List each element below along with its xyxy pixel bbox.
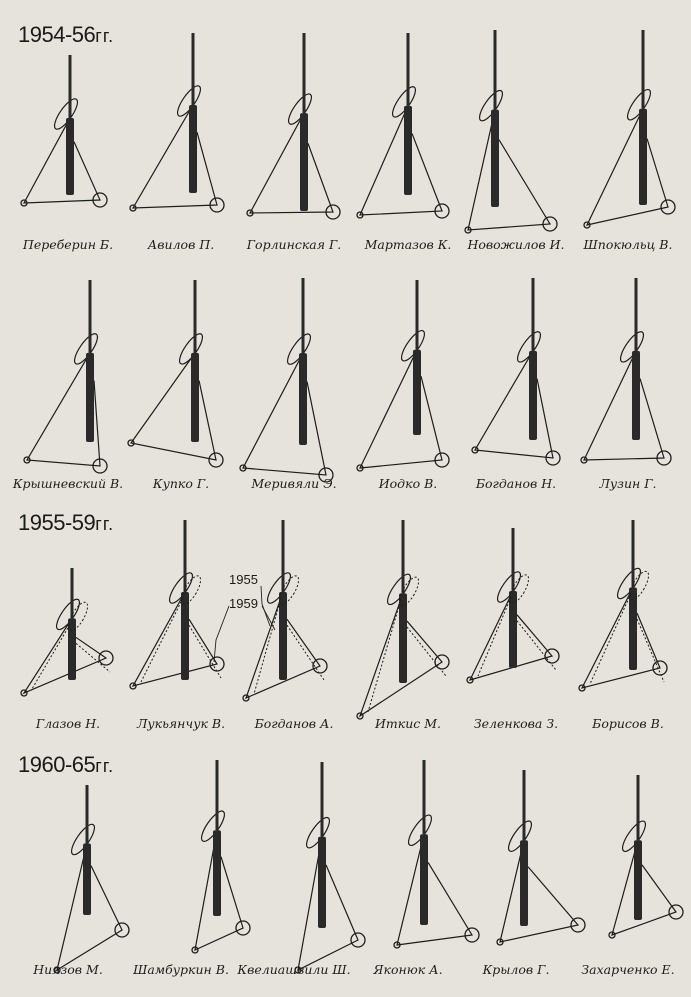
athlete-figure [12, 25, 124, 265]
athlete-name: Шпокюльц В. [583, 237, 673, 252]
rifle-stock [639, 109, 647, 205]
athlete-name: Ниязов М. [33, 962, 103, 977]
rifle-stance-diagram [460, 25, 572, 235]
athlete-name: Богданов А. [254, 716, 334, 731]
rifle-stock [300, 113, 308, 211]
athlete-figure [352, 750, 464, 990]
rifle-barrel [407, 33, 410, 106]
stance-outline [360, 350, 442, 468]
stance-outline [133, 592, 217, 686]
rifle-stance-diagram [125, 508, 237, 718]
athlete-name: Новожилов И. [467, 237, 565, 252]
rifle-stock [181, 592, 189, 680]
rifle-stance-diagram [572, 25, 684, 235]
rifle-stock [299, 353, 307, 445]
rifle-barrel [494, 30, 497, 110]
rifle-stance-diagram [572, 750, 684, 960]
athlete-figure [125, 750, 237, 990]
legend-year-1959: 1959 [229, 596, 258, 611]
rifle-stance-diagram [460, 750, 572, 960]
rifle-barrel [69, 55, 72, 118]
section-title-1960-65: 1960-65гг. [18, 752, 115, 777]
rifle-stock [509, 591, 517, 668]
rifle-stance-diagram [12, 508, 124, 718]
rifle-stance-diagram [460, 270, 572, 480]
rifle-stance-diagram [125, 25, 237, 235]
rifle-stance-diagram [572, 508, 684, 718]
section-title-1954-56: 1954-56гг. [18, 22, 115, 47]
stance-outline [298, 837, 358, 970]
rifle-barrel [637, 775, 640, 840]
stance-outline [243, 353, 326, 475]
rifle-barrel [642, 30, 645, 109]
rifle-barrel [303, 33, 306, 113]
rifle-stock [491, 110, 499, 207]
athlete-name: Купко Г. [152, 476, 210, 491]
athlete-figure [125, 270, 237, 510]
athlete-figure [12, 270, 124, 510]
rifle-stock [68, 618, 76, 680]
stance-outline [360, 106, 442, 215]
rifle-stock [189, 105, 197, 193]
athlete-figure [460, 750, 572, 990]
athlete-figure [12, 508, 124, 748]
stance-outline [500, 840, 578, 942]
athlete-figure [572, 750, 684, 990]
athlete-name: Богданов Н. [475, 476, 557, 491]
rifle-stock [318, 837, 326, 928]
athlete-name: Борисов В. [592, 716, 664, 731]
athlete-figure [352, 25, 464, 265]
rifle-barrel [632, 520, 635, 588]
athlete-figure [460, 25, 572, 265]
athlete-name: Иодко В. [378, 476, 438, 491]
rifle-stance-diagram [238, 25, 350, 235]
rifle-barrel [402, 520, 405, 593]
rifle-stance-diagram [352, 25, 464, 235]
athlete-name: Квелиашвили Ш. [237, 962, 351, 977]
athlete-name: Лузин Г. [599, 476, 657, 491]
rifle-stance-diagram [12, 270, 124, 480]
athlete-name: Горлинская Г. [246, 237, 342, 252]
athlete-figure [572, 25, 684, 265]
rifle-stock [279, 592, 287, 680]
athlete-name: Авилов П. [147, 237, 215, 252]
rifle-barrel [192, 33, 195, 105]
athlete-name: Шамбуркин В. [133, 962, 229, 977]
stance-outline [587, 109, 668, 225]
stance-outline [612, 840, 676, 935]
athlete-name: Глазов Н. [35, 716, 101, 731]
rifle-barrel [194, 280, 197, 353]
section-title-1955-59: 1955-59гг. [18, 510, 115, 535]
rifle-barrel [512, 528, 515, 591]
rifle-stock [66, 118, 74, 195]
rifle-barrel [282, 520, 285, 592]
athlete-name: Крышневский В. [12, 476, 124, 491]
rifle-barrel [184, 520, 187, 592]
stance-outline [584, 351, 664, 460]
athlete-name: Меривяли Э. [251, 476, 337, 491]
stance-outline [24, 618, 106, 693]
athlete-figure [125, 25, 237, 265]
stance-outline [24, 118, 100, 203]
rifle-barrel [216, 760, 219, 830]
rifle-stock [213, 830, 221, 916]
rifle-barrel [423, 760, 426, 834]
athlete-name: Иткис М. [374, 716, 441, 731]
athlete-figure [572, 508, 684, 748]
rifle-barrel [523, 770, 526, 840]
athlete-name: Мартазов К. [364, 237, 452, 252]
rifle-stock [191, 353, 199, 442]
athlete-name: Лукьянчук В. [136, 716, 226, 731]
rifle-stock [520, 840, 528, 926]
stance-outline [468, 110, 550, 230]
rifle-stance-diagram [460, 508, 572, 718]
athlete-figure [238, 508, 350, 748]
rifle-stock [399, 593, 407, 683]
rifle-barrel [71, 568, 74, 618]
rifle-stance-diagram [352, 270, 464, 480]
rifle-barrel [532, 278, 535, 351]
athlete-name: Крылов Г. [482, 962, 550, 977]
rifle-stock [404, 106, 412, 195]
athlete-name: Переберин Б. [22, 237, 114, 252]
athlete-name: Захарченко Е. [581, 962, 675, 977]
stance-outline [250, 113, 333, 213]
rifle-stock [634, 840, 642, 920]
rifle-barrel [416, 280, 419, 350]
athlete-figure [572, 270, 684, 510]
athlete-name: Яконюк А. [373, 962, 443, 977]
athlete-figure [12, 750, 124, 990]
rifle-stance-diagram [125, 750, 237, 960]
athlete-name: Зеленкова З. [473, 716, 559, 731]
rifle-barrel [321, 762, 324, 837]
athlete-figure [238, 750, 350, 990]
rifle-stock [83, 844, 91, 916]
rifle-stock [629, 588, 637, 671]
rifle-stance-diagram [238, 508, 350, 718]
rifle-barrel [302, 278, 305, 353]
athlete-figure [238, 25, 350, 265]
athlete-figure [352, 270, 464, 510]
stance-outline [133, 105, 217, 208]
legend-year-1955: 1955 [229, 572, 258, 587]
rifle-stance-diagram [12, 750, 124, 960]
rifle-stock [632, 351, 640, 440]
rifle-stance-diagram [352, 750, 464, 960]
rifle-stock [420, 834, 428, 925]
rifle-stance-diagram [238, 750, 350, 960]
stance-outline [582, 588, 660, 689]
rifle-stock [413, 350, 421, 435]
rifle-stance-diagram [572, 270, 684, 480]
rifle-stance-diagram [352, 508, 464, 718]
stance-outline [131, 353, 216, 460]
rifle-stance-diagram [125, 270, 237, 480]
rifle-barrel [635, 278, 638, 351]
athlete-figure [460, 270, 572, 510]
rifle-barrel [86, 785, 89, 844]
athlete-figure [352, 508, 464, 748]
athlete-figure [460, 508, 572, 748]
rifle-barrel [89, 280, 92, 353]
rifle-stock [86, 353, 94, 442]
rifle-stock [529, 351, 537, 440]
athlete-figure [238, 270, 350, 510]
stance-outline [475, 351, 553, 458]
rifle-stance-diagram [12, 25, 124, 235]
rifle-stance-diagram [238, 270, 350, 480]
athlete-figure [125, 508, 237, 748]
